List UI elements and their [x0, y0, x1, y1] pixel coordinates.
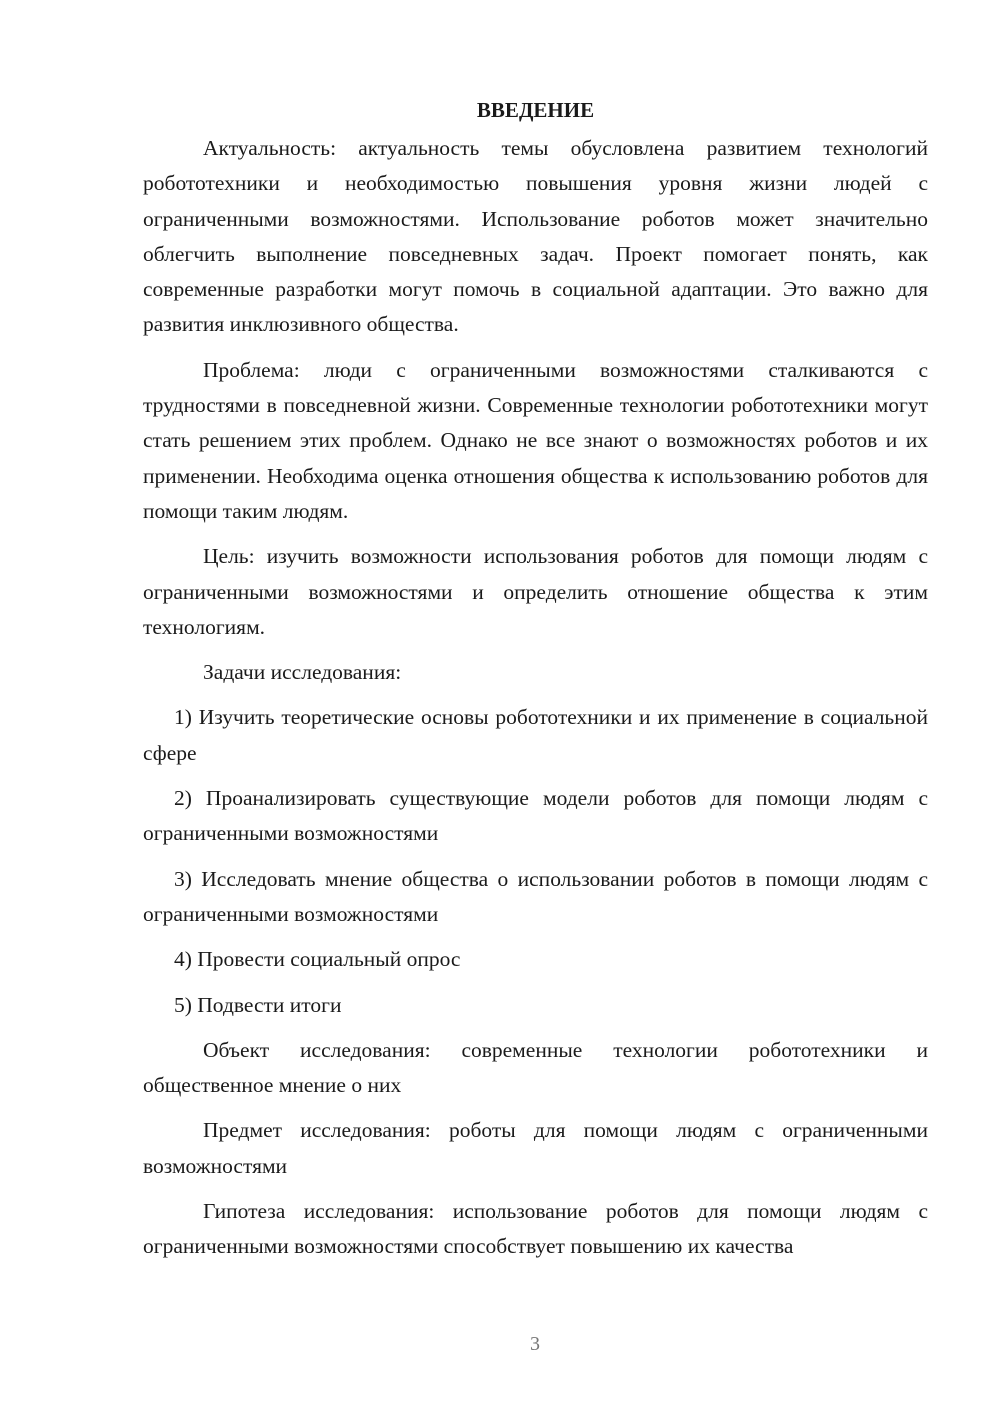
section-title: ВВЕДЕНИЕ	[476, 98, 595, 122]
task-item-4: 4) Провести социальный опрос	[174, 947, 461, 972]
task-item-5: 5) Подвести итоги	[174, 992, 342, 1017]
task-item-3: 3) Исследовать мнение общества о использовании роботов в помощи людям с ограниченными возможностями	[143, 866, 928, 926]
document-page	[143, 92, 928, 1265]
paragraph-subject: Предмет исследования: роботы для помощи людям с ограниченными возможностями	[143, 1118, 928, 1178]
task-item-1: 1) Изучить теоретические основы робототехники и их применение в социальной сфере	[143, 705, 928, 765]
tasks-heading: Задачи исследования:	[203, 660, 402, 685]
paragraph-object: Объект исследования: современные технологии робототехники и общественное мнение о них	[143, 1037, 928, 1098]
task-item-2: 2) Проанализировать существующие модели роботов для помощи людям с ограниченными возможностями	[143, 786, 928, 846]
paragraph-relevance: Актуальность: актуальность темы обусловлена развитием технологий робототехники и необходимостью повышения уровня жизни людей с ограниченными возможностями. Использование роботов может значительно облегчить выполнение повседневных задач. Проект помогает понять, как современные разработки могут помочь в социальной адаптации. Это важно для развития инклюзивного общества.	[143, 136, 928, 337]
paragraph-goal: Цель: изучить возможности использования роботов для помощи людям с ограниченными возможностями и определить отношение общества к этим технологиям.	[143, 544, 928, 639]
paragraph-hypothesis: Гипотеза исследования: использование роботов для помощи людям с ограниченными возможностями способствует повышению их качества	[143, 1199, 928, 1259]
page-number: 3	[530, 1333, 540, 1355]
paragraph-problem: Проблема: люди с ограниченными возможностями сталкиваются с трудностями в повседневной жизни. Современные технологии робототехники могут стать решением этих проблем. Однако не все знают о возможностях роботов и их применении. Необходима оценка отношения общества к использованию роботов для помощи таким людям.	[143, 357, 928, 523]
